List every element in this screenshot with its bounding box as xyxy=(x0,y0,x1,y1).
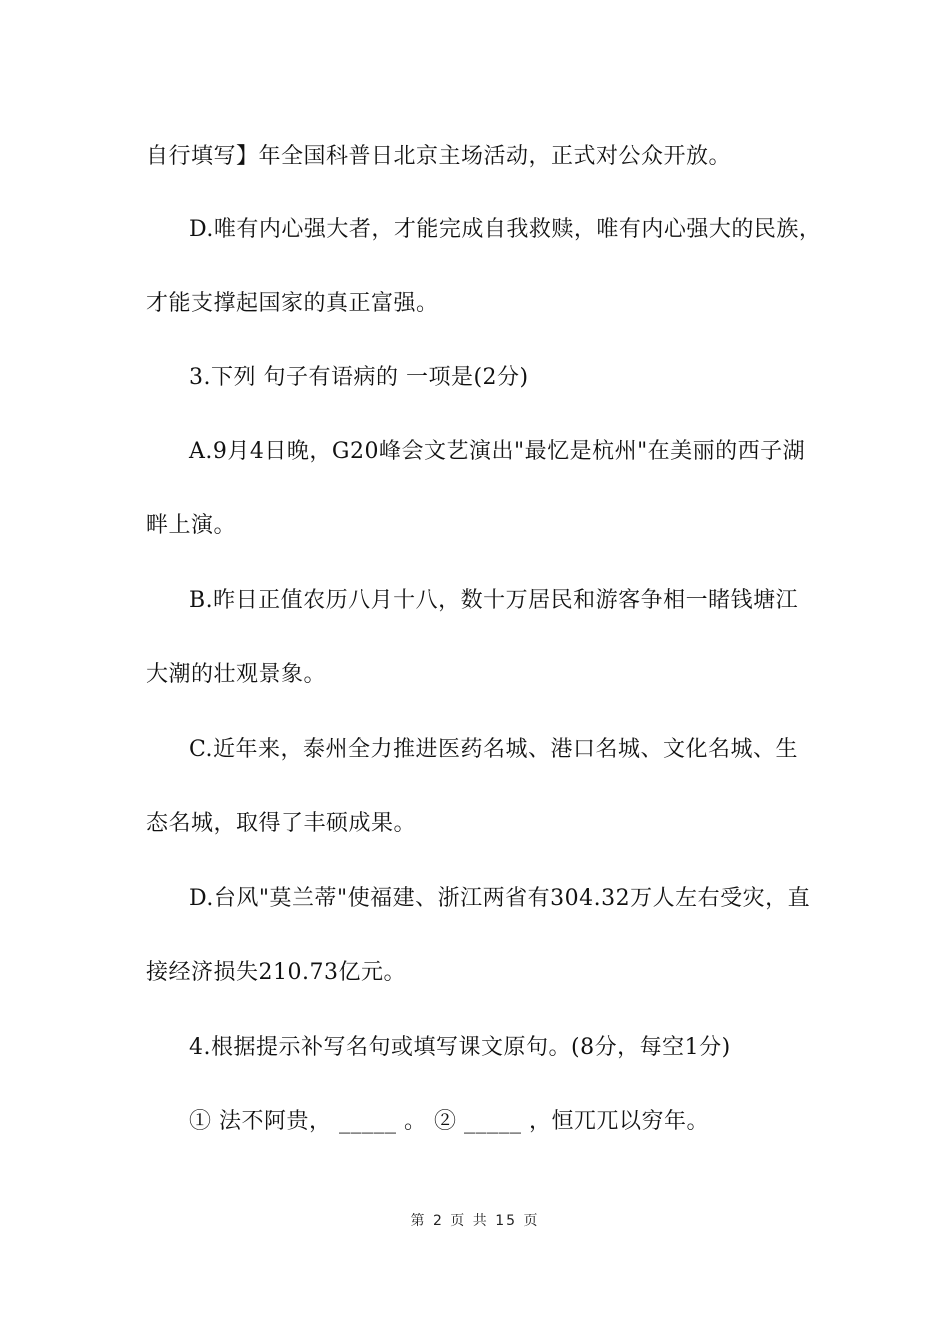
option-d-line-2: 才能支撑起国家的真正富强。 xyxy=(146,291,439,316)
fill-in-blank-line: ① 法不阿贵， _____ 。 ② _____ ，恒兀兀以穷年。 xyxy=(189,1109,709,1134)
option-d2-line-2: 接经济损失210.73亿元。 xyxy=(146,960,406,985)
option-b-line-2: 大潮的壮观景象。 xyxy=(146,662,327,687)
option-c-line-2: 态名城，取得了丰硕成果。 xyxy=(146,811,417,836)
text-line-continuation: 自行填写】年全国科普日北京主场活动，正式对公众开放。 xyxy=(146,144,732,169)
option-a-line-1: A.9月4日晚，G20峰会文艺演出"最忆是杭州"在美丽的西子湖 xyxy=(189,439,806,464)
option-b-line-1: B.昨日正值农历八月十八，数十万居民和游客争相一睹钱塘江 xyxy=(189,588,799,613)
option-d-line-1: D.唯有内心强大者，才能完成自我救赎，唯有内心强大的民族， xyxy=(189,217,822,242)
question-4-title: 4.根据提示补写名句或填写课文原句。(8分，每空1分) xyxy=(189,1035,731,1060)
option-a-line-2: 畔上演。 xyxy=(146,513,237,538)
option-d2-line-1: D.台风"莫兰蒂"使福建、浙江两省有304.32万人左右受灾，直 xyxy=(189,886,811,911)
page-footer: 第 2 页 共 15 页 xyxy=(410,1213,540,1229)
option-c-line-1: C.近年来，泰州全力推进医药名城、港口名城、文化名城、生 xyxy=(189,737,799,762)
question-3-title: 3.下列 句子有语病的 一项是(2分) xyxy=(189,365,529,390)
